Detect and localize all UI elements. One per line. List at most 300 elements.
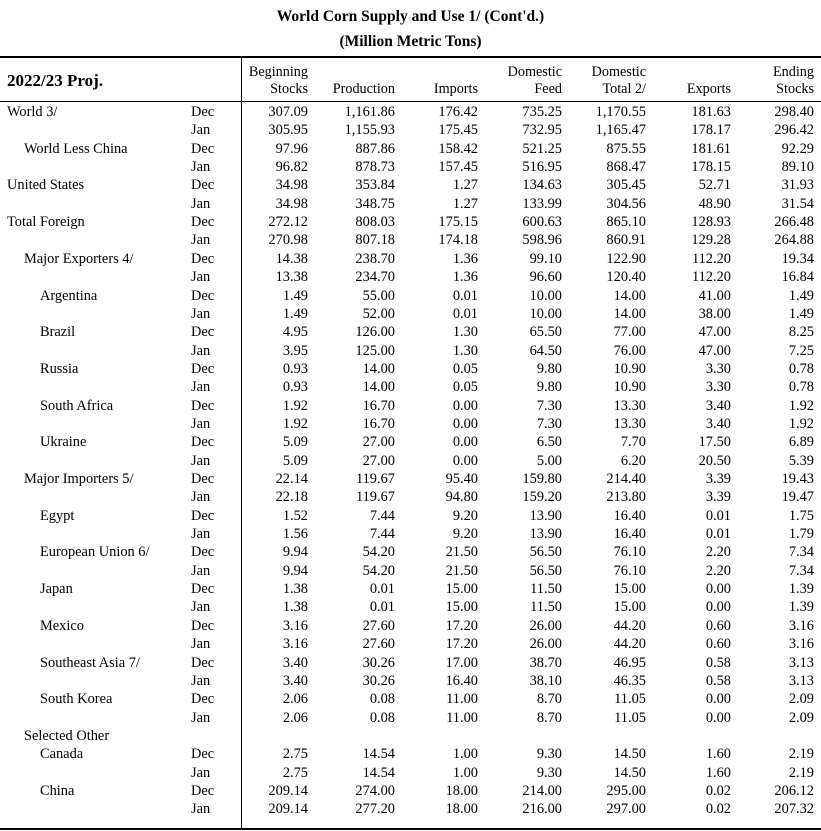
cell-domestic-feed: 64.50 xyxy=(529,342,562,359)
cell-exports: 0.02 xyxy=(705,782,731,799)
cell-exports: 2.20 xyxy=(705,562,731,579)
cell-production: 119.67 xyxy=(355,489,395,506)
cell-exports: 0.00 xyxy=(705,691,731,708)
cell-domestic-feed: 9.30 xyxy=(536,746,562,763)
header-domestic-total-bottom: Total 2/ xyxy=(602,81,646,97)
cell-imports: 0.00 xyxy=(452,415,478,432)
table-row xyxy=(0,800,821,818)
cell-exports: 0.58 xyxy=(705,654,731,671)
cell-production: 1,161.86 xyxy=(344,104,395,120)
cell-production: 808.03 xyxy=(355,214,395,231)
bottom-rule xyxy=(0,828,821,830)
cell-domestic-total: 14.00 xyxy=(613,287,646,304)
report-month: Dec xyxy=(191,434,215,451)
report-month: Jan xyxy=(191,379,211,396)
row-label: South Africa xyxy=(40,397,114,414)
cell-domestic-feed: 8.70 xyxy=(536,691,562,708)
cell-ending-stocks: 2.19 xyxy=(788,746,814,763)
cell-production: 348.75 xyxy=(355,195,395,212)
cell-domestic-feed: 65.50 xyxy=(529,324,562,341)
cell-domestic-total: 10.90 xyxy=(613,360,646,377)
cell-exports: 3.40 xyxy=(705,397,731,414)
cell-beginning-stocks: 34.98 xyxy=(275,195,308,212)
cell-production: 0.01 xyxy=(369,599,395,616)
header-imports-bottom: Imports xyxy=(433,81,478,97)
cell-domestic-total: 10.90 xyxy=(613,379,646,396)
report-month: Jan xyxy=(191,709,211,726)
table-row xyxy=(0,452,821,470)
report-month: Jan xyxy=(191,562,211,579)
cell-domestic-feed: 13.90 xyxy=(529,526,562,543)
cell-beginning-stocks: 2.06 xyxy=(282,709,308,726)
row-label: Major Importers 5/ xyxy=(24,471,134,487)
row-label: Egypt xyxy=(40,507,75,524)
cell-ending-stocks: 5.39 xyxy=(788,452,814,469)
cell-ending-stocks: 19.34 xyxy=(781,250,814,267)
report-month: Jan xyxy=(191,342,211,359)
row-label: Japan xyxy=(40,581,73,598)
row-label: Selected Other xyxy=(24,727,110,744)
cell-domestic-feed: 9.80 xyxy=(536,379,562,396)
cell-ending-stocks: 7.34 xyxy=(788,562,814,579)
cell-domestic-feed: 10.00 xyxy=(529,287,562,304)
report-month: Dec xyxy=(191,471,215,487)
cell-exports: 1.60 xyxy=(705,746,731,763)
cell-imports: 17.00 xyxy=(445,654,478,671)
cell-beginning-stocks: 3.16 xyxy=(282,617,308,634)
cell-beginning-stocks: 272.12 xyxy=(268,214,308,231)
cell-domestic-feed: 7.30 xyxy=(536,397,562,414)
cell-beginning-stocks: 305.95 xyxy=(268,122,308,139)
table-row xyxy=(0,378,821,396)
report-month: Dec xyxy=(191,104,215,120)
cell-imports: 1.27 xyxy=(452,195,478,212)
cell-exports: 0.58 xyxy=(705,672,731,689)
table-row xyxy=(0,121,821,139)
cell-imports: 176.42 xyxy=(438,104,478,120)
row-label: Major Exporters 4/ xyxy=(24,250,134,267)
cell-domestic-feed: 13.90 xyxy=(529,507,562,524)
cell-production: 27.60 xyxy=(362,617,395,634)
cell-beginning-stocks: 209.14 xyxy=(268,782,308,799)
cell-domestic-feed: 11.50 xyxy=(530,599,562,616)
table-row xyxy=(0,342,821,360)
cell-domestic-total: 15.00 xyxy=(613,581,646,598)
cell-ending-stocks: 16.84 xyxy=(781,269,814,286)
cell-beginning-stocks: 1.38 xyxy=(282,599,308,616)
cell-exports: 181.63 xyxy=(691,104,731,120)
table-row xyxy=(0,543,821,561)
cell-beginning-stocks: 0.93 xyxy=(282,360,308,377)
table-row xyxy=(0,709,821,727)
cell-beginning-stocks: 4.95 xyxy=(282,324,308,341)
cell-exports: 47.00 xyxy=(698,324,731,341)
table-row xyxy=(0,562,821,580)
cell-domestic-feed: 216.00 xyxy=(522,801,562,818)
table-row xyxy=(0,654,821,672)
row-label: World Less China xyxy=(24,140,128,157)
cell-ending-stocks: 7.34 xyxy=(788,544,814,561)
cell-domestic-total: 16.40 xyxy=(613,526,646,543)
cell-domestic-total: 305.45 xyxy=(606,177,646,194)
cell-ending-stocks: 2.19 xyxy=(788,764,814,781)
table-row xyxy=(0,764,821,782)
cell-beginning-stocks: 96.82 xyxy=(275,159,308,176)
cell-ending-stocks: 6.89 xyxy=(788,434,814,451)
cell-exports: 3.30 xyxy=(705,360,731,377)
cell-production: 7.44 xyxy=(369,507,395,524)
row-label: World 3/ xyxy=(7,104,58,120)
cell-imports: 95.40 xyxy=(445,471,478,487)
cell-imports: 175.45 xyxy=(438,122,478,139)
cell-exports: 128.93 xyxy=(691,214,731,231)
cell-exports: 41.00 xyxy=(698,287,731,304)
cell-beginning-stocks: 9.94 xyxy=(282,544,308,561)
cell-beginning-stocks: 2.06 xyxy=(282,691,308,708)
cell-ending-stocks: 2.09 xyxy=(788,691,814,708)
cell-ending-stocks: 3.13 xyxy=(788,672,814,689)
cell-ending-stocks: 266.48 xyxy=(774,214,814,231)
header-beginning-stocks-bottom: Stocks xyxy=(270,81,308,97)
cell-imports: 15.00 xyxy=(445,599,478,616)
cell-imports: 21.50 xyxy=(445,544,478,561)
cell-beginning-stocks: 13.38 xyxy=(275,269,308,286)
cell-imports: 18.00 xyxy=(445,782,478,799)
cell-domestic-total: 875.55 xyxy=(606,140,646,157)
cell-domestic-feed: 600.63 xyxy=(522,214,562,231)
cell-ending-stocks: 1.39 xyxy=(788,581,814,598)
cell-ending-stocks: 1.75 xyxy=(788,507,814,524)
report-month: Jan xyxy=(191,672,211,689)
cell-domestic-feed: 9.80 xyxy=(536,360,562,377)
cell-beginning-stocks: 34.98 xyxy=(275,177,308,194)
cell-beginning-stocks: 1.92 xyxy=(282,397,308,414)
cell-domestic-total: 860.91 xyxy=(606,232,646,249)
cell-domestic-total: 213.80 xyxy=(606,489,646,506)
report-month: Jan xyxy=(191,122,211,139)
cell-production: 14.00 xyxy=(362,379,395,396)
report-month: Dec xyxy=(191,617,215,634)
cell-beginning-stocks: 5.09 xyxy=(282,434,308,451)
cell-ending-stocks: 296.42 xyxy=(774,122,814,139)
cell-beginning-stocks: 3.40 xyxy=(282,654,308,671)
cell-beginning-stocks: 1.92 xyxy=(282,415,308,432)
cell-production: 55.00 xyxy=(362,287,395,304)
cell-ending-stocks: 3.16 xyxy=(788,617,814,634)
cell-domestic-feed: 5.00 xyxy=(536,452,562,469)
cell-imports: 9.20 xyxy=(452,507,478,524)
cell-beginning-stocks: 307.09 xyxy=(268,104,308,120)
top-rule xyxy=(0,56,821,58)
cell-exports: 38.00 xyxy=(698,305,731,322)
cell-imports: 0.00 xyxy=(452,452,478,469)
cell-domestic-total: 297.00 xyxy=(606,801,646,818)
cell-domestic-total: 6.20 xyxy=(620,452,646,469)
cell-imports: 94.80 xyxy=(445,489,478,506)
cell-domestic-total: 868.47 xyxy=(606,159,646,176)
cell-ending-stocks: 8.25 xyxy=(788,324,814,341)
cell-ending-stocks: 264.88 xyxy=(774,232,814,249)
cell-domestic-feed: 11.50 xyxy=(530,581,562,598)
cell-ending-stocks: 2.09 xyxy=(788,709,814,726)
cell-exports: 3.39 xyxy=(705,489,731,506)
table-row xyxy=(0,635,821,653)
cell-domestic-total: 7.70 xyxy=(620,434,646,451)
row-label: Russia xyxy=(40,360,79,377)
cell-domestic-total: 11.05 xyxy=(614,709,646,726)
cell-production: 0.08 xyxy=(369,691,395,708)
cell-exports: 20.50 xyxy=(698,452,731,469)
cell-domestic-feed: 735.25 xyxy=(522,104,562,120)
header-exports-bottom: Exports xyxy=(686,81,731,97)
cell-domestic-total: 1,170.55 xyxy=(595,104,646,120)
cell-beginning-stocks: 209.14 xyxy=(268,801,308,818)
cell-ending-stocks: 1.92 xyxy=(788,397,814,414)
cell-imports: 18.00 xyxy=(445,801,478,818)
cell-imports: 21.50 xyxy=(445,562,478,579)
cell-ending-stocks: 3.16 xyxy=(788,636,814,653)
cell-production: 54.20 xyxy=(362,562,395,579)
cell-domestic-feed: 159.80 xyxy=(522,471,562,487)
header-domestic-feed-bottom: Feed xyxy=(534,81,562,97)
cell-beginning-stocks: 5.09 xyxy=(282,452,308,469)
report-month: Dec xyxy=(191,397,215,414)
cell-imports: 175.15 xyxy=(438,214,478,231)
report-month: Dec xyxy=(191,746,215,763)
cell-production: 234.70 xyxy=(355,269,395,286)
row-label: China xyxy=(40,782,75,799)
cell-exports: 129.28 xyxy=(691,232,731,249)
cell-exports: 0.60 xyxy=(705,636,731,653)
cell-production: 0.08 xyxy=(369,709,395,726)
table-row xyxy=(0,525,821,543)
cell-imports: 0.01 xyxy=(452,287,478,304)
cell-domestic-feed: 38.10 xyxy=(529,672,562,689)
cell-production: 277.20 xyxy=(355,801,395,818)
cell-domestic-feed: 96.60 xyxy=(529,269,562,286)
cell-imports: 11.00 xyxy=(446,691,478,708)
cell-imports: 9.20 xyxy=(452,526,478,543)
cell-exports: 1.60 xyxy=(705,764,731,781)
cell-exports: 3.40 xyxy=(705,415,731,432)
table-row xyxy=(0,213,821,231)
cell-production: 125.00 xyxy=(355,342,395,359)
row-label: South Korea xyxy=(40,691,113,708)
cell-production: 30.26 xyxy=(362,654,395,671)
cell-exports: 47.00 xyxy=(698,342,731,359)
table-row xyxy=(0,176,821,194)
cell-beginning-stocks: 1.49 xyxy=(282,287,308,304)
cell-domestic-total: 76.10 xyxy=(613,544,646,561)
cell-domestic-total: 295.00 xyxy=(606,782,646,799)
cell-beginning-stocks: 3.16 xyxy=(282,636,308,653)
report-month: Dec xyxy=(191,507,215,524)
cell-exports: 0.00 xyxy=(705,709,731,726)
cell-imports: 17.20 xyxy=(445,636,478,653)
cell-imports: 1.30 xyxy=(452,342,478,359)
cell-ending-stocks: 1.49 xyxy=(788,287,814,304)
row-label: Canada xyxy=(40,746,84,763)
cell-ending-stocks: 207.32 xyxy=(774,801,814,818)
cell-domestic-total: 120.40 xyxy=(606,269,646,286)
cell-domestic-feed: 56.50 xyxy=(529,544,562,561)
table-row xyxy=(0,470,821,488)
cell-beginning-stocks: 1.38 xyxy=(282,581,308,598)
header-domestic-feed-top: Domestic xyxy=(507,64,562,80)
report-month: Dec xyxy=(191,214,215,231)
cell-domestic-feed: 10.00 xyxy=(529,305,562,322)
cell-production: 878.73 xyxy=(355,159,395,176)
cell-domestic-feed: 214.00 xyxy=(522,782,562,799)
cell-imports: 0.00 xyxy=(452,397,478,414)
cell-imports: 15.00 xyxy=(445,581,478,598)
cell-ending-stocks: 1.49 xyxy=(788,305,814,322)
page-title: World Corn Supply and Use 1/ (Cont'd.) xyxy=(276,8,545,25)
report-month: Dec xyxy=(191,177,215,194)
cell-ending-stocks: 1.92 xyxy=(788,415,814,432)
report-month: Jan xyxy=(191,599,211,616)
cell-domestic-feed: 521.25 xyxy=(522,140,562,157)
cell-beginning-stocks: 3.40 xyxy=(282,672,308,689)
cell-imports: 11.00 xyxy=(446,709,478,726)
cell-imports: 1.36 xyxy=(452,250,478,267)
cell-exports: 181.61 xyxy=(691,140,731,157)
report-month: Dec xyxy=(191,581,215,598)
cell-beginning-stocks: 14.38 xyxy=(275,250,308,267)
cell-exports: 2.20 xyxy=(705,544,731,561)
table-row xyxy=(0,360,821,378)
cell-beginning-stocks: 22.18 xyxy=(275,489,308,506)
cell-domestic-total: 15.00 xyxy=(613,599,646,616)
report-month: Jan xyxy=(191,489,211,506)
cell-beginning-stocks: 9.94 xyxy=(282,562,308,579)
table-row xyxy=(0,231,821,249)
cell-domestic-total: 44.20 xyxy=(613,636,646,653)
cell-imports: 0.05 xyxy=(452,360,478,377)
header-rule xyxy=(0,101,821,102)
cell-exports: 178.17 xyxy=(691,122,731,139)
cell-production: 16.70 xyxy=(362,415,395,432)
table-row xyxy=(0,103,821,121)
report-month: Jan xyxy=(191,269,211,286)
cell-exports: 3.39 xyxy=(705,471,731,487)
cell-production: 14.00 xyxy=(362,360,395,377)
cell-domestic-total: 14.00 xyxy=(613,305,646,322)
cell-beginning-stocks: 2.75 xyxy=(282,746,308,763)
report-month: Dec xyxy=(191,782,215,799)
report-month: Jan xyxy=(191,452,211,469)
cell-production: 27.60 xyxy=(362,636,395,653)
cell-beginning-stocks: 2.75 xyxy=(282,764,308,781)
cell-domestic-total: 1,165.47 xyxy=(595,122,646,139)
report-month: Jan xyxy=(191,305,211,322)
cell-ending-stocks: 92.29 xyxy=(781,140,814,157)
table-row xyxy=(0,323,821,341)
cell-beginning-stocks: 1.49 xyxy=(282,305,308,322)
cell-beginning-stocks: 1.56 xyxy=(282,526,308,543)
cell-domestic-total: 11.05 xyxy=(614,691,646,708)
cell-exports: 0.01 xyxy=(705,526,731,543)
table-row xyxy=(0,140,821,158)
table-row xyxy=(0,397,821,415)
table-row xyxy=(0,745,821,763)
report-month: Jan xyxy=(191,764,211,781)
report-month: Jan xyxy=(191,415,211,432)
table-row xyxy=(0,415,821,433)
cell-domestic-total: 865.10 xyxy=(606,214,646,231)
cell-production: 238.70 xyxy=(355,250,395,267)
cell-domestic-total: 13.30 xyxy=(613,397,646,414)
cell-domestic-feed: 26.00 xyxy=(529,636,562,653)
cell-production: 27.00 xyxy=(362,452,395,469)
cell-domestic-total: 13.30 xyxy=(613,415,646,432)
cell-ending-stocks: 0.78 xyxy=(788,360,814,377)
cell-ending-stocks: 31.93 xyxy=(781,177,814,194)
cell-beginning-stocks: 3.95 xyxy=(282,342,308,359)
cell-ending-stocks: 19.47 xyxy=(781,489,814,506)
cell-domestic-feed: 159.20 xyxy=(522,489,562,506)
row-label: Ukraine xyxy=(40,434,87,451)
table-row xyxy=(0,305,821,323)
cell-imports: 0.01 xyxy=(452,305,478,322)
report-month: Jan xyxy=(191,636,211,653)
cell-ending-stocks: 1.79 xyxy=(788,526,814,543)
cell-production: 16.70 xyxy=(362,397,395,414)
cell-imports: 158.42 xyxy=(438,140,478,157)
report-month: Dec xyxy=(191,360,215,377)
cell-beginning-stocks: 97.96 xyxy=(275,140,308,157)
cell-production: 274.00 xyxy=(355,782,395,799)
table-row xyxy=(0,617,821,635)
header-ending-stocks-bottom: Stocks xyxy=(776,81,814,97)
cell-domestic-feed: 6.50 xyxy=(536,434,562,451)
cell-production: 7.44 xyxy=(369,526,395,543)
row-label: Southeast Asia 7/ xyxy=(40,654,140,671)
header-beginning-stocks-top: Beginning xyxy=(248,64,308,80)
cell-domestic-total: 304.56 xyxy=(606,195,646,212)
cell-imports: 1.27 xyxy=(452,177,478,194)
cell-imports: 0.05 xyxy=(452,379,478,396)
cell-production: 119.67 xyxy=(355,471,395,487)
report-month: Jan xyxy=(191,526,211,543)
cell-ending-stocks: 298.40 xyxy=(774,104,814,120)
report-month: Dec xyxy=(191,654,215,671)
cell-production: 887.86 xyxy=(355,140,395,157)
cell-ending-stocks: 89.10 xyxy=(781,159,814,176)
cell-exports: 0.00 xyxy=(705,581,731,598)
cell-domestic-feed: 732.95 xyxy=(522,122,562,139)
cell-domestic-feed: 8.70 xyxy=(536,709,562,726)
cell-domestic-feed: 134.63 xyxy=(522,177,562,194)
cell-production: 27.00 xyxy=(362,434,395,451)
cell-domestic-total: 76.00 xyxy=(613,342,646,359)
cell-ending-stocks: 31.54 xyxy=(781,195,814,212)
header-production-bottom: Production xyxy=(332,81,395,97)
cell-beginning-stocks: 0.93 xyxy=(282,379,308,396)
cell-domestic-total: 77.00 xyxy=(613,324,646,341)
cell-exports: 52.71 xyxy=(698,177,731,194)
cell-domestic-total: 16.40 xyxy=(613,507,646,524)
report-month: Dec xyxy=(191,544,215,561)
cell-domestic-feed: 516.95 xyxy=(522,159,562,176)
report-month: Jan xyxy=(191,232,211,249)
cell-ending-stocks: 206.12 xyxy=(774,782,814,799)
report-month: Jan xyxy=(191,159,211,176)
table-row xyxy=(0,598,821,616)
cell-exports: 17.50 xyxy=(698,434,731,451)
cell-imports: 174.18 xyxy=(438,232,478,249)
cell-domestic-feed: 133.99 xyxy=(522,195,562,212)
